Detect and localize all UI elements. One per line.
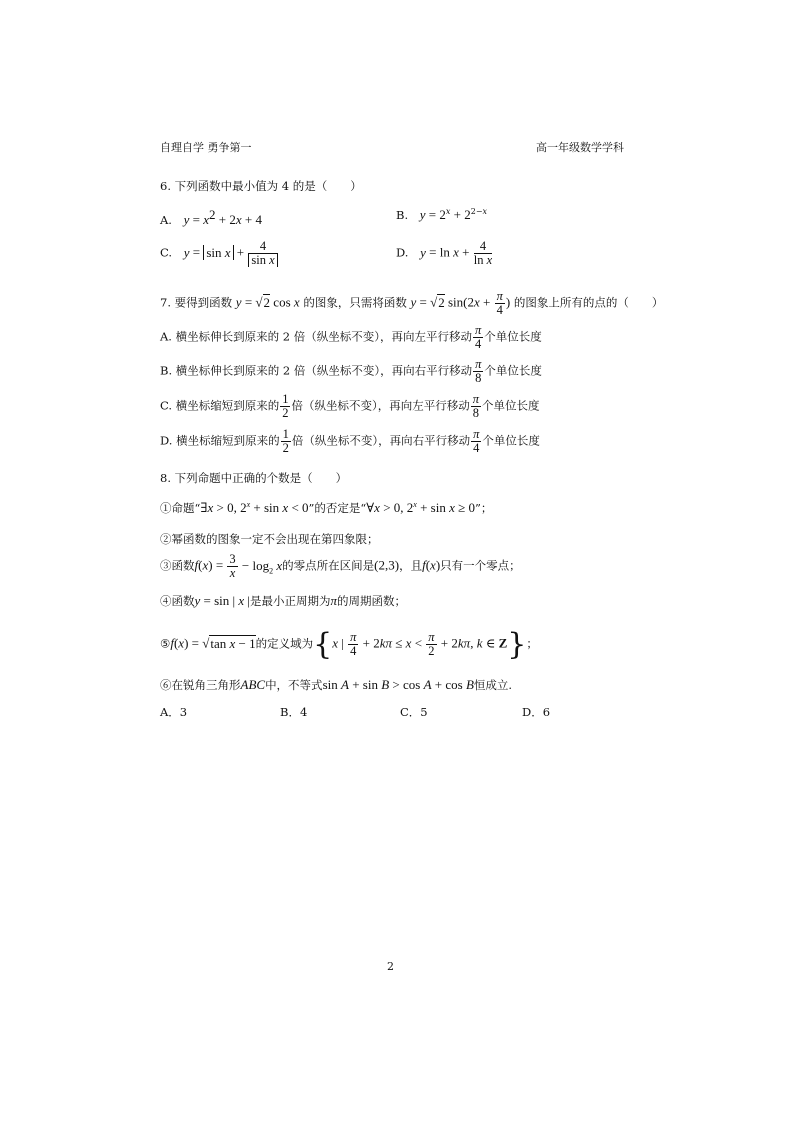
q8-s1-part3: ”； bbox=[475, 501, 493, 515]
q6-stem: 6. 下列函数中最小值为 4 的是（ ） bbox=[160, 179, 362, 193]
header-left: 自理自学 勇争第一 bbox=[160, 141, 252, 154]
q8-s5-part1: ⑤ bbox=[160, 636, 171, 651]
q8-s4-part3: 的周期函数； bbox=[337, 594, 407, 608]
q7-option-c: C. 横坐标缩短到原来的 $\frac{1}{2}$ 倍（纵坐标不变），再向左平行移动 $\frac{\pi}{8}$ 个单位长度 bbox=[160, 392, 540, 420]
q6-d-fraction: $\frac{4}{\text{ln x}}$ bbox=[473, 239, 493, 267]
q7-d-text1: D. 横坐标缩短到原来的 bbox=[160, 433, 280, 448]
q8-s1-part2: ”的否定是“ bbox=[308, 501, 367, 515]
q6-c-label: C. bbox=[160, 245, 173, 260]
q6-option-d: D. y = ln x + $\frac{4}{\text{ln x}}$ bbox=[396, 239, 493, 267]
q7-stem-part1: 7. 要得到函数 bbox=[160, 295, 236, 310]
q8-statement-6: ⑥在锐角三角形ABC中，不等式sin A + sin B > cos A + cos B恒成立. bbox=[160, 677, 513, 692]
q8-choice-b: B．4 bbox=[280, 705, 308, 719]
q8-statement-5: ⑤f(x) = √tan x − 1的定义域为{x | $\frac{\pi}{4}$ + 2kπ ≤ x < $\frac{\pi}{2}$ + 2kπ, k ∈ Z}； bbox=[160, 627, 538, 662]
q6-option-a: A. $y = x^2 + 2x + 4$ bbox=[160, 207, 262, 227]
q8-s6-part1: ⑥在锐角三角形 bbox=[160, 678, 241, 692]
q8-s3-part1: ③函数 bbox=[160, 558, 195, 573]
q8-s3-part4: 只有一个零点； bbox=[440, 558, 521, 573]
q7-b-text: B. 横坐标伸长到原来的 2 倍（纵坐标不变），再向右平行移动 bbox=[160, 363, 473, 378]
q7-option-a: A. 横坐标伸长到原来的 2 倍（纵坐标不变），再向左平行移动 $\frac{\pi}{4}$ 个单位长度 bbox=[160, 323, 542, 351]
q8-stem: 8. 下列命题中正确的个数是（ ） bbox=[160, 471, 348, 485]
q8-s3-part2: 的零点所在区间是 bbox=[282, 558, 375, 573]
q8-choice-d: D．6 bbox=[522, 705, 551, 719]
q8-statement-1: ①命题“∃x > 0, $2^x + \sin x < 0$”的否定是“∀x > 0, $2^x + \sin x \ge 0$”； bbox=[160, 500, 493, 515]
q8-choice-a: A．3 bbox=[160, 705, 188, 719]
q7-d-unit: 个单位长度 bbox=[482, 433, 540, 448]
q8-s6-part3: 恒成立. bbox=[473, 678, 513, 692]
q8-s5-part2: 的定义域为 bbox=[255, 636, 314, 651]
q7-option-b: B. 横坐标伸长到原来的 2 倍（纵坐标不变），再向右平行移动 $\frac{\pi}{8}$ 个单位长度 bbox=[160, 357, 542, 385]
q7-c-unit: 个单位长度 bbox=[481, 398, 540, 413]
q6-a-formula: y bbox=[183, 212, 190, 227]
q7-a-unit: 个单位长度 bbox=[484, 329, 542, 344]
q7-d-text2: 倍（纵坐标不变），再向右平行移动 bbox=[291, 433, 471, 448]
q6-d-label: D. bbox=[396, 245, 409, 260]
q7-stem: 7. 要得到函数 y = √2 cos x 的图象，只需将函数 y = √2 sin(2x + $\frac{\pi}{4}$ ) 的图象上所有的点的（ ） bbox=[160, 289, 664, 317]
q8-s5-part3: ； bbox=[526, 636, 538, 651]
q8-s4-part1: ④函数 bbox=[160, 594, 195, 608]
q7-b-unit: 个单位长度 bbox=[484, 363, 542, 378]
q8-s6-part2: 中，不等式 bbox=[265, 678, 323, 692]
q6-b-formula: y bbox=[419, 207, 426, 222]
q8-statement-3: ③函数f(x) = $\frac{3}{x}$ − $\log_2 x$的零点所在区间是(2,3)，且f(x)只有一个零点； bbox=[160, 552, 521, 580]
q7-c-text2: 倍（纵坐标不变），再向左平行移动 bbox=[291, 398, 470, 413]
q7-stem-part2: 的图象，只需将函数 bbox=[299, 295, 411, 310]
q7-c-text1: C. 横坐标缩短到原来的 bbox=[160, 398, 280, 413]
q6-c-fraction: $\frac{4}{\text{sin x}}$ bbox=[248, 240, 277, 267]
q7-stem-part3: 的图象上所有的点的（ ） bbox=[510, 295, 664, 310]
q8-statement-2: ②幂函数的图象一定不会出现在第四象限； bbox=[160, 532, 379, 546]
q6-option-b: B. $y = 2^x + 2^{2-x}$ bbox=[396, 207, 488, 222]
q8-s4-part2: 是最小正周期为 bbox=[250, 594, 331, 608]
q8-statement-4: ④函数y = sin | x |是最小正周期为π的周期函数； bbox=[160, 593, 407, 608]
q8-s1-part1: ①命题“ bbox=[160, 501, 201, 515]
q6-option-c: C. y = sin x + $\frac{4}{\text{sin x}}$ bbox=[160, 240, 279, 267]
page-number: 2 bbox=[387, 960, 394, 973]
q7-a-text: A. 横坐标伸长到原来的 2 倍（纵坐标不变），再向左平行移动 bbox=[160, 329, 472, 344]
header-right: 高一年级数学学科 bbox=[536, 141, 624, 154]
q7-option-d: D. 横坐标缩短到原来的 $\frac{1}{2}$ 倍（纵坐标不变），再向右平行移动 $\frac{\pi}{4}$ 个单位长度 bbox=[160, 427, 540, 455]
q8-choice-c: C．5 bbox=[400, 705, 428, 719]
q6-b-label: B. bbox=[396, 208, 409, 222]
q8-s3-part3: ，且 bbox=[399, 558, 423, 573]
q6-a-label: A. bbox=[160, 213, 172, 227]
